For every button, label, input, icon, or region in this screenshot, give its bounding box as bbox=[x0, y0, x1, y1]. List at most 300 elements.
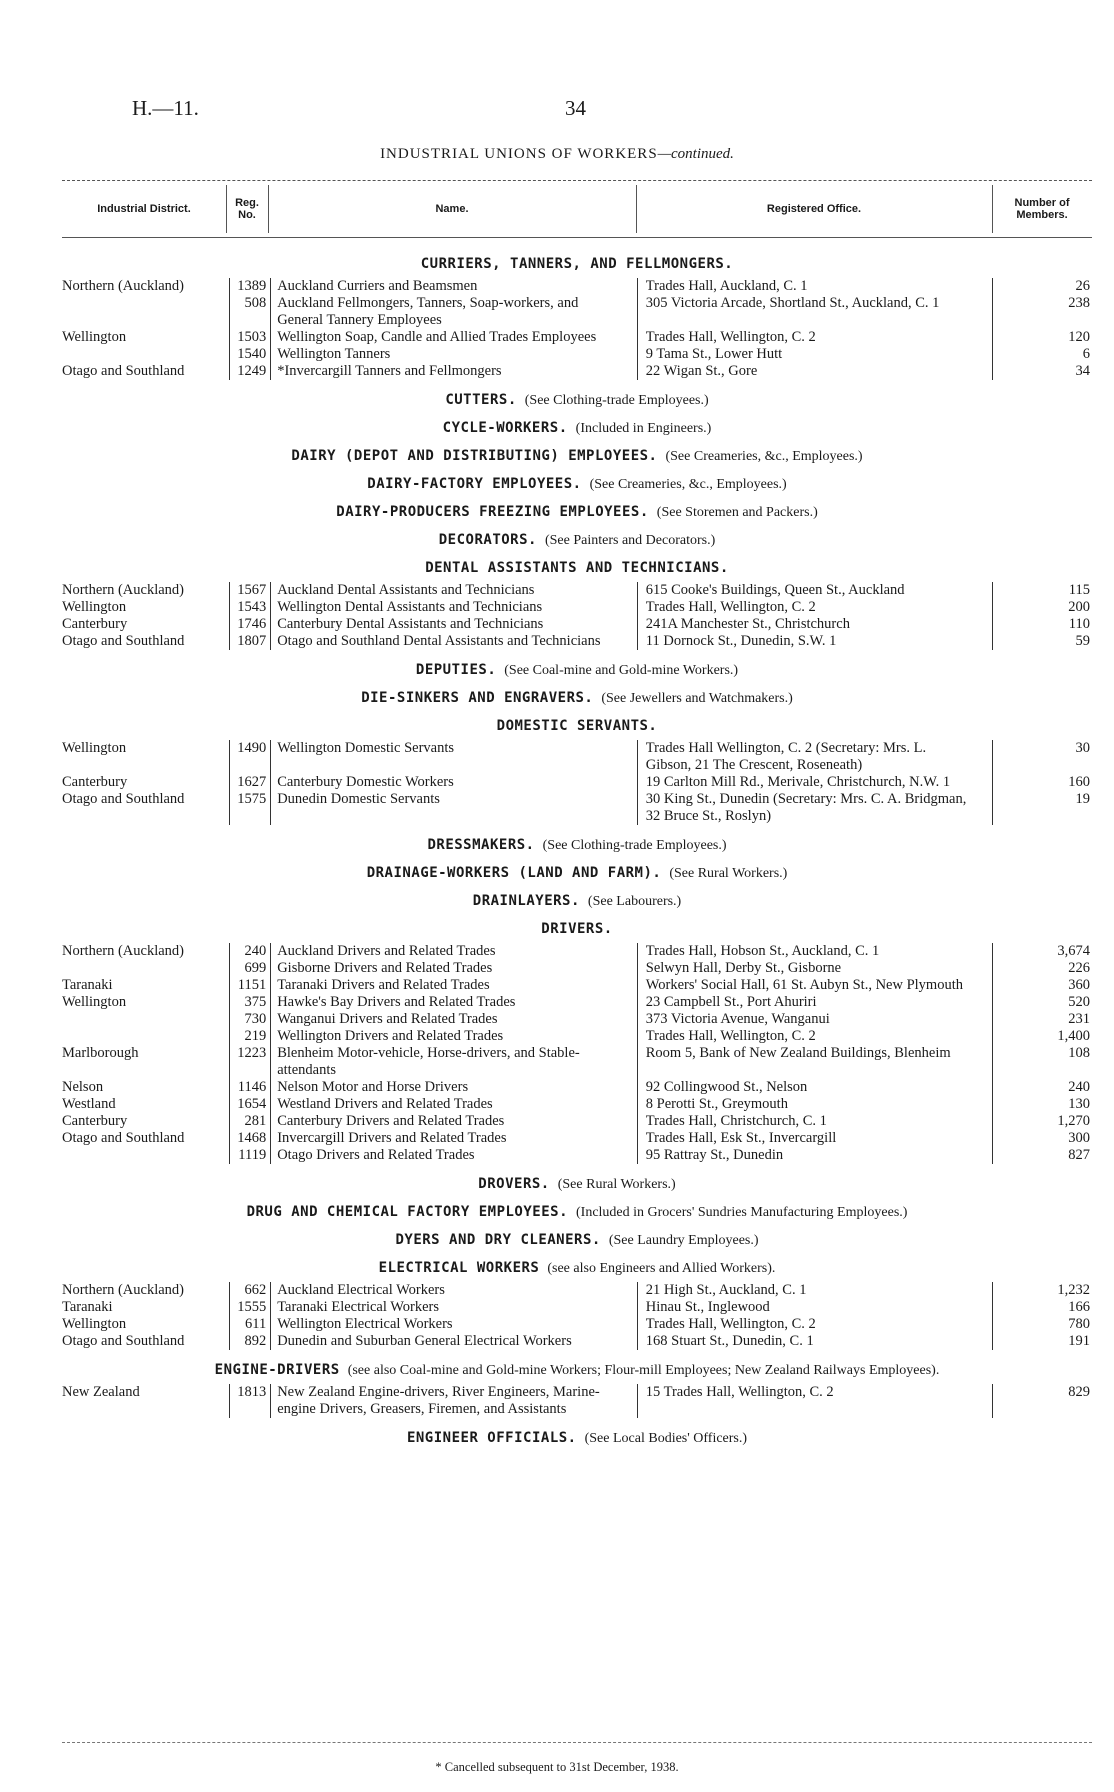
office-address: Selwyn Hall, Derby St., Gisborne bbox=[645, 960, 842, 976]
col-header-reg-no: Reg. No. bbox=[235, 197, 259, 221]
section-title: DRUG AND CHEMICAL FACTORY EMPLOYEES. bbox=[246, 1204, 568, 1220]
office-address: Trades Hall Wellington, C. 2 (Secretary: Mrs. L. Gibson, 21 The Crescent, Roseneath) bbox=[645, 740, 927, 773]
section-title: DROVERS. bbox=[478, 1176, 550, 1192]
union-name-cell bbox=[271, 363, 638, 380]
section-heading bbox=[62, 250, 1092, 278]
office-address: 615 Cooke's Buildings, Queen St., Auckland bbox=[645, 582, 905, 598]
members-cell: 120 bbox=[992, 329, 1092, 346]
table-row bbox=[62, 774, 1092, 791]
office-cell bbox=[638, 1011, 993, 1028]
section bbox=[62, 526, 1092, 554]
office-cell bbox=[638, 994, 993, 1011]
section-heading bbox=[62, 831, 1092, 859]
union-name-cell bbox=[271, 740, 638, 774]
table-row bbox=[62, 1147, 1092, 1164]
page-number: 34 bbox=[565, 96, 586, 120]
union-name-cell bbox=[271, 582, 638, 599]
district-name: Northern (Auckland) bbox=[62, 1282, 184, 1298]
section-title: DAIRY-FACTORY EMPLOYEES. bbox=[367, 476, 582, 492]
office-cell bbox=[638, 1028, 993, 1045]
union-name: Taranaki Electrical Workers bbox=[277, 1299, 440, 1315]
union-name-cell bbox=[271, 1316, 638, 1333]
table-row bbox=[62, 1113, 1092, 1130]
section-heading bbox=[62, 414, 1092, 442]
table-row bbox=[62, 740, 1092, 774]
union-name: Wanganui Drivers and Related Trades bbox=[277, 1011, 498, 1027]
reg-no-cell: 1627 bbox=[229, 774, 271, 791]
office-address: Trades Hall, Hobson St., Auckland, C. 1 bbox=[645, 943, 880, 959]
union-name-cell bbox=[271, 1096, 638, 1113]
office-cell bbox=[638, 1333, 993, 1350]
members-cell: 520 bbox=[992, 994, 1092, 1011]
union-listing bbox=[62, 250, 1092, 1452]
section-title: DECORATORS. bbox=[438, 532, 537, 548]
office-address: Trades Hall, Wellington, C. 2 bbox=[645, 329, 816, 345]
office-cell bbox=[638, 977, 993, 994]
section-title: DAIRY-PRODUCERS FREEZING EMPLOYEES. bbox=[336, 504, 649, 520]
union-name-cell bbox=[271, 616, 638, 633]
column-header-row bbox=[62, 180, 1092, 238]
district-cell bbox=[62, 1299, 229, 1316]
members-cell: 160 bbox=[992, 774, 1092, 791]
section-title: ENGINE-DRIVERS bbox=[214, 1362, 340, 1378]
union-name: Auckland Drivers and Related Trades bbox=[277, 943, 496, 959]
section-note: (See Creameries, &c., Employees.) bbox=[589, 477, 787, 492]
col-header-office: Registered Office. bbox=[766, 203, 862, 215]
table-row bbox=[62, 977, 1092, 994]
union-name: Dunedin Domestic Servants bbox=[277, 791, 440, 807]
members-cell: 34 bbox=[992, 363, 1092, 380]
union-name-cell bbox=[271, 1130, 638, 1147]
office-cell bbox=[638, 1079, 993, 1096]
table-row bbox=[62, 278, 1092, 295]
office-address: Trades Hall, Auckland, C. 1 bbox=[645, 278, 808, 294]
union-name: Otago Drivers and Related Trades bbox=[277, 1147, 475, 1163]
reg-no-cell: 1746 bbox=[229, 616, 271, 633]
office-cell bbox=[638, 1316, 993, 1333]
district-cell bbox=[62, 1384, 229, 1418]
section-title: ELECTRICAL WORKERS bbox=[378, 1260, 540, 1276]
members-cell: 829 bbox=[992, 1384, 1092, 1418]
reg-no-cell: 508 bbox=[229, 295, 271, 329]
section bbox=[62, 498, 1092, 526]
district-name bbox=[62, 1011, 225, 1028]
district-cell bbox=[62, 960, 229, 977]
table-row bbox=[62, 1282, 1092, 1299]
union-name-cell bbox=[271, 1384, 638, 1418]
district-name: Otago and Southland bbox=[62, 791, 185, 807]
section-note: (see also Coal-mine and Gold-mine Workers; Flour-mill Employees; New Zealand Railways Employees). bbox=[347, 1363, 940, 1378]
section-note: (Included in Engineers.) bbox=[575, 421, 712, 436]
office-address: Trades Hall, Wellington, C. 2 bbox=[645, 599, 816, 615]
table-row bbox=[62, 633, 1092, 650]
table-row bbox=[62, 994, 1092, 1011]
union-name-cell bbox=[271, 1045, 638, 1079]
col-header-name: Name. bbox=[435, 203, 469, 215]
table-row bbox=[62, 943, 1092, 960]
office-address: 8 Perotti St., Greymouth bbox=[645, 1096, 788, 1112]
office-cell bbox=[638, 1384, 993, 1418]
union-name: Gisborne Drivers and Related Trades bbox=[277, 960, 493, 976]
section-heading bbox=[62, 712, 1092, 740]
table-row bbox=[62, 1079, 1092, 1096]
district-cell bbox=[62, 1147, 229, 1164]
office-address: 19 Carlton Mill Rd., Merivale, Christchurch, N.W. 1 bbox=[645, 774, 951, 790]
reg-no-cell: 892 bbox=[229, 1333, 271, 1350]
office-cell bbox=[638, 1113, 993, 1130]
district-name: Northern (Auckland) bbox=[62, 582, 184, 598]
reg-no-cell: 699 bbox=[229, 960, 271, 977]
office-cell bbox=[638, 1096, 993, 1113]
table-row bbox=[62, 1045, 1092, 1079]
office-address: 23 Campbell St., Port Ahuriri bbox=[645, 994, 817, 1010]
section bbox=[62, 470, 1092, 498]
section-heading bbox=[62, 526, 1092, 554]
section-heading bbox=[62, 656, 1092, 684]
reg-no-cell: 1813 bbox=[229, 1384, 271, 1418]
district-name: New Zealand bbox=[62, 1384, 140, 1400]
union-name: Wellington Tanners bbox=[277, 346, 391, 362]
section bbox=[62, 414, 1092, 442]
office-address: 95 Rattray St., Dunedin bbox=[645, 1147, 784, 1163]
office-cell bbox=[638, 1282, 993, 1299]
district-name: Otago and Southland bbox=[62, 1130, 185, 1146]
section bbox=[62, 915, 1092, 1170]
section bbox=[62, 859, 1092, 887]
col-header-district: Industrial District. bbox=[97, 203, 191, 215]
office-address: 305 Victoria Arcade, Shortland St., Auckland, C. 1 bbox=[645, 295, 940, 311]
union-name-cell bbox=[271, 1333, 638, 1350]
members-cell: 1,232 bbox=[992, 1282, 1092, 1299]
union-name-cell bbox=[271, 1079, 638, 1096]
section-title: DIE-SINKERS AND ENGRAVERS. bbox=[361, 690, 594, 706]
footer-rule bbox=[62, 1742, 1092, 1743]
union-name-cell bbox=[271, 943, 638, 960]
office-cell bbox=[638, 363, 993, 380]
district-name: Wellington bbox=[62, 740, 127, 756]
reg-no-cell: 1146 bbox=[229, 1079, 271, 1096]
district-cell bbox=[62, 329, 229, 346]
section-note: (See Coal-mine and Gold-mine Workers.) bbox=[504, 663, 739, 678]
office-cell bbox=[638, 1045, 993, 1079]
office-cell bbox=[638, 960, 993, 977]
table-row bbox=[62, 329, 1092, 346]
section bbox=[62, 442, 1092, 470]
union-name: Auckland Dental Assistants and Technicians bbox=[277, 582, 535, 598]
district-cell bbox=[62, 791, 229, 825]
reg-no-cell: 1249 bbox=[229, 363, 271, 380]
table-row bbox=[62, 1316, 1092, 1333]
office-address: Trades Hall, Christchurch, C. 1 bbox=[645, 1113, 827, 1129]
reg-no-cell: 1555 bbox=[229, 1299, 271, 1316]
members-cell: 300 bbox=[992, 1130, 1092, 1147]
office-cell bbox=[638, 774, 993, 791]
table-row bbox=[62, 1299, 1092, 1316]
union-name: Auckland Fellmongers, Tanners, Soap-workers, and General Tannery Employees bbox=[277, 295, 579, 328]
section-title: DRESSMAKERS. bbox=[427, 837, 535, 853]
union-name: New Zealand Engine-drivers, River Engineers, Marine-engine Drivers, Greasers, Firemen, and Assistants bbox=[277, 1384, 600, 1417]
section-title: DRIVERS. bbox=[541, 921, 613, 937]
section bbox=[62, 887, 1092, 915]
section bbox=[62, 554, 1092, 656]
members-cell: 6 bbox=[992, 346, 1092, 363]
reg-no-cell: 1503 bbox=[229, 329, 271, 346]
district-name: Taranaki bbox=[62, 977, 113, 993]
section-heading bbox=[62, 684, 1092, 712]
section-note: (see also Engineers and Allied Workers). bbox=[547, 1261, 776, 1276]
members-cell: 827 bbox=[992, 1147, 1092, 1164]
section-title: DRAINLAYERS. bbox=[472, 893, 580, 909]
union-name: Auckland Electrical Workers bbox=[277, 1282, 445, 1298]
members-cell: 1,270 bbox=[992, 1113, 1092, 1130]
office-address: 241A Manchester St., Christchurch bbox=[645, 616, 850, 632]
members-cell: 191 bbox=[992, 1333, 1092, 1350]
reg-no-cell: 730 bbox=[229, 1011, 271, 1028]
union-name: Blenheim Motor-vehicle, Horse-drivers, and Stable-attendants bbox=[277, 1045, 580, 1078]
union-name-cell bbox=[271, 1011, 638, 1028]
district-name: Otago and Southland bbox=[62, 633, 185, 649]
section bbox=[62, 831, 1092, 859]
union-name: Invercargill Drivers and Related Trades bbox=[277, 1130, 507, 1146]
union-name: Wellington Domestic Servants bbox=[277, 740, 455, 756]
union-name-cell bbox=[271, 994, 638, 1011]
reg-no-cell: 1389 bbox=[229, 278, 271, 295]
district-name bbox=[62, 1147, 225, 1164]
members-cell: 3,674 bbox=[992, 943, 1092, 960]
table-row bbox=[62, 791, 1092, 825]
office-address: 22 Wigan St., Gore bbox=[645, 363, 758, 379]
union-name-cell bbox=[271, 1113, 638, 1130]
office-address: 15 Trades Hall, Wellington, C. 2 bbox=[645, 1384, 834, 1400]
union-name-cell bbox=[271, 329, 638, 346]
reg-no-cell: 1654 bbox=[229, 1096, 271, 1113]
section-heading bbox=[62, 1226, 1092, 1254]
table-row bbox=[62, 1096, 1092, 1113]
section-heading bbox=[62, 915, 1092, 943]
members-cell: 231 bbox=[992, 1011, 1092, 1028]
section-heading bbox=[62, 386, 1092, 414]
office-address: Trades Hall, Esk St., Invercargill bbox=[645, 1130, 837, 1146]
section-note: (See Painters and Decorators.) bbox=[544, 533, 716, 548]
section-heading bbox=[62, 1424, 1092, 1452]
section-title: DENTAL ASSISTANTS AND TECHNICIANS. bbox=[425, 560, 729, 576]
section-title: DOMESTIC SERVANTS. bbox=[496, 718, 658, 734]
col-header-members: Number of Members. bbox=[1014, 197, 1070, 221]
section-title: CUTTERS. bbox=[445, 392, 517, 408]
district-cell bbox=[62, 1333, 229, 1350]
district-cell bbox=[62, 1096, 229, 1113]
members-cell: 30 bbox=[992, 740, 1092, 774]
section-heading bbox=[62, 442, 1092, 470]
section-note: (Included in Grocers' Sundries Manufacturing Employees.) bbox=[576, 1205, 908, 1220]
union-name-cell bbox=[271, 295, 638, 329]
office-cell bbox=[638, 633, 993, 650]
section-heading bbox=[62, 1356, 1092, 1384]
office-address: 373 Victoria Avenue, Wanganui bbox=[645, 1011, 830, 1027]
office-cell bbox=[638, 1147, 993, 1164]
members-cell: 26 bbox=[992, 278, 1092, 295]
union-name: Nelson Motor and Horse Drivers bbox=[277, 1079, 469, 1095]
section-note: (See Creameries, &c., Employees.) bbox=[665, 449, 863, 464]
reg-no-cell: 219 bbox=[229, 1028, 271, 1045]
office-address: 11 Dornock St., Dunedin, S.W. 1 bbox=[645, 633, 837, 649]
section-heading bbox=[62, 554, 1092, 582]
office-cell bbox=[638, 329, 993, 346]
office-cell bbox=[638, 791, 993, 825]
office-address: 30 King St., Dunedin (Secretary: Mrs. C. A. Bridgman, 32 Bruce St., Roslyn) bbox=[645, 791, 967, 824]
section-heading bbox=[62, 1254, 1092, 1282]
district-cell bbox=[62, 1079, 229, 1096]
section-note: (See Rural Workers.) bbox=[669, 866, 788, 881]
table-row bbox=[62, 295, 1092, 329]
union-name-cell bbox=[271, 791, 638, 825]
members-cell: 115 bbox=[992, 582, 1092, 599]
section-heading bbox=[62, 498, 1092, 526]
union-name: Wellington Electrical Workers bbox=[277, 1316, 453, 1332]
district-cell bbox=[62, 977, 229, 994]
district-name: Taranaki bbox=[62, 1299, 113, 1315]
members-cell: 110 bbox=[992, 616, 1092, 633]
section bbox=[62, 1254, 1092, 1356]
reg-no-cell: 611 bbox=[229, 1316, 271, 1333]
section-title: ENGINEER OFFICIALS. bbox=[406, 1430, 577, 1446]
district-cell bbox=[62, 295, 229, 329]
section-heading bbox=[62, 1198, 1092, 1226]
union-name-cell bbox=[271, 599, 638, 616]
table-row bbox=[62, 1011, 1092, 1028]
reg-no-cell: 1490 bbox=[229, 740, 271, 774]
table-row bbox=[62, 1130, 1092, 1147]
district-name: Wellington bbox=[62, 1316, 127, 1332]
section-note: (See Clothing-trade Employees.) bbox=[542, 838, 727, 853]
members-cell: 360 bbox=[992, 977, 1092, 994]
office-cell bbox=[638, 740, 993, 774]
title-suffix: —continued. bbox=[657, 146, 734, 162]
section-note: (See Storemen and Packers.) bbox=[656, 505, 818, 520]
reg-no-cell: 1575 bbox=[229, 791, 271, 825]
union-name: Canterbury Dental Assistants and Technicians bbox=[277, 616, 544, 632]
union-name: Otago and Southland Dental Assistants and Technicians bbox=[277, 633, 601, 649]
section-title: CYCLE-WORKERS. bbox=[442, 420, 568, 436]
district-name: Nelson bbox=[62, 1079, 104, 1095]
section-title: DYERS AND DRY CLEANERS. bbox=[395, 1232, 601, 1248]
section-heading bbox=[62, 1170, 1092, 1198]
reg-no-cell: 662 bbox=[229, 1282, 271, 1299]
section bbox=[62, 1356, 1092, 1424]
members-cell: 19 bbox=[992, 791, 1092, 825]
district-cell bbox=[62, 1011, 229, 1028]
section bbox=[62, 684, 1092, 712]
title-main: INDUSTRIAL UNIONS OF WORKERS bbox=[380, 146, 658, 162]
union-name: Hawke's Bay Drivers and Related Trades bbox=[277, 994, 516, 1010]
district-cell bbox=[62, 1316, 229, 1333]
section bbox=[62, 712, 1092, 831]
section-note: (See Local Bodies' Officers.) bbox=[584, 1431, 748, 1446]
union-name: Westland Drivers and Related Trades bbox=[277, 1096, 493, 1112]
office-cell bbox=[638, 295, 993, 329]
section-title: DAIRY (DEPOT AND DISTRIBUTING) EMPLOYEES. bbox=[291, 448, 658, 464]
union-name: *Invercargill Tanners and Fellmongers bbox=[277, 363, 502, 379]
office-address: 9 Tama St., Lower Hutt bbox=[645, 346, 783, 362]
district-cell bbox=[62, 994, 229, 1011]
district-cell bbox=[62, 1113, 229, 1130]
union-name: Canterbury Domestic Workers bbox=[277, 774, 454, 790]
members-cell: 1,400 bbox=[992, 1028, 1092, 1045]
members-cell: 166 bbox=[992, 1299, 1092, 1316]
district-name: Northern (Auckland) bbox=[62, 278, 184, 294]
table-row bbox=[62, 1384, 1092, 1418]
section-note: (See Labourers.) bbox=[587, 894, 682, 909]
office-address: Room 5, Bank of New Zealand Buildings, Blenheim bbox=[645, 1045, 951, 1061]
members-cell: 226 bbox=[992, 960, 1092, 977]
union-name-cell bbox=[271, 278, 638, 295]
table-row bbox=[62, 1333, 1092, 1350]
office-cell bbox=[638, 1299, 993, 1316]
section bbox=[62, 1226, 1092, 1254]
section bbox=[62, 1198, 1092, 1226]
section-title: DEPUTIES. bbox=[415, 662, 497, 678]
section-heading bbox=[62, 859, 1092, 887]
reg-no-cell: 1151 bbox=[229, 977, 271, 994]
members-cell: 108 bbox=[992, 1045, 1092, 1079]
section-title: DRAINAGE-WORKERS (LAND AND FARM). bbox=[366, 865, 662, 881]
union-name-cell bbox=[271, 633, 638, 650]
union-name-cell bbox=[271, 1147, 638, 1164]
district-name bbox=[62, 960, 225, 977]
district-name: Otago and Southland bbox=[62, 1333, 185, 1349]
office-cell bbox=[638, 599, 993, 616]
section bbox=[62, 250, 1092, 386]
office-cell bbox=[638, 582, 993, 599]
section-heading bbox=[62, 470, 1092, 498]
district-name: Otago and Southland bbox=[62, 363, 185, 379]
union-name-cell bbox=[271, 960, 638, 977]
district-cell bbox=[62, 633, 229, 650]
table-row bbox=[62, 616, 1092, 633]
union-name-cell bbox=[271, 1299, 638, 1316]
section-note: (See Jewellers and Watchmakers.) bbox=[601, 691, 793, 706]
district-cell bbox=[62, 363, 229, 380]
district-name: Wellington bbox=[62, 329, 127, 345]
office-cell bbox=[638, 346, 993, 363]
district-cell bbox=[62, 599, 229, 616]
district-cell bbox=[62, 616, 229, 633]
reg-no-cell: 1223 bbox=[229, 1045, 271, 1079]
union-name: Taranaki Drivers and Related Trades bbox=[277, 977, 490, 993]
table-row bbox=[62, 1028, 1092, 1045]
office-cell bbox=[638, 1130, 993, 1147]
union-name: Canterbury Drivers and Related Trades bbox=[277, 1113, 505, 1129]
district-cell bbox=[62, 774, 229, 791]
office-address: Hinau St., Inglewood bbox=[645, 1299, 770, 1315]
reg-no-cell: 281 bbox=[229, 1113, 271, 1130]
district-cell bbox=[62, 278, 229, 295]
district-cell bbox=[62, 1028, 229, 1045]
district-cell bbox=[62, 346, 229, 363]
district-cell bbox=[62, 740, 229, 774]
table-row bbox=[62, 363, 1092, 380]
union-name-cell bbox=[271, 1028, 638, 1045]
table-row bbox=[62, 599, 1092, 616]
reg-no-cell: 1567 bbox=[229, 582, 271, 599]
reg-no-cell: 1807 bbox=[229, 633, 271, 650]
members-cell: 238 bbox=[992, 295, 1092, 329]
reg-no-cell: 375 bbox=[229, 994, 271, 1011]
district-name: Canterbury bbox=[62, 1113, 128, 1129]
union-name-cell bbox=[271, 1282, 638, 1299]
section bbox=[62, 656, 1092, 684]
office-address: Trades Hall, Wellington, C. 2 bbox=[645, 1316, 816, 1332]
